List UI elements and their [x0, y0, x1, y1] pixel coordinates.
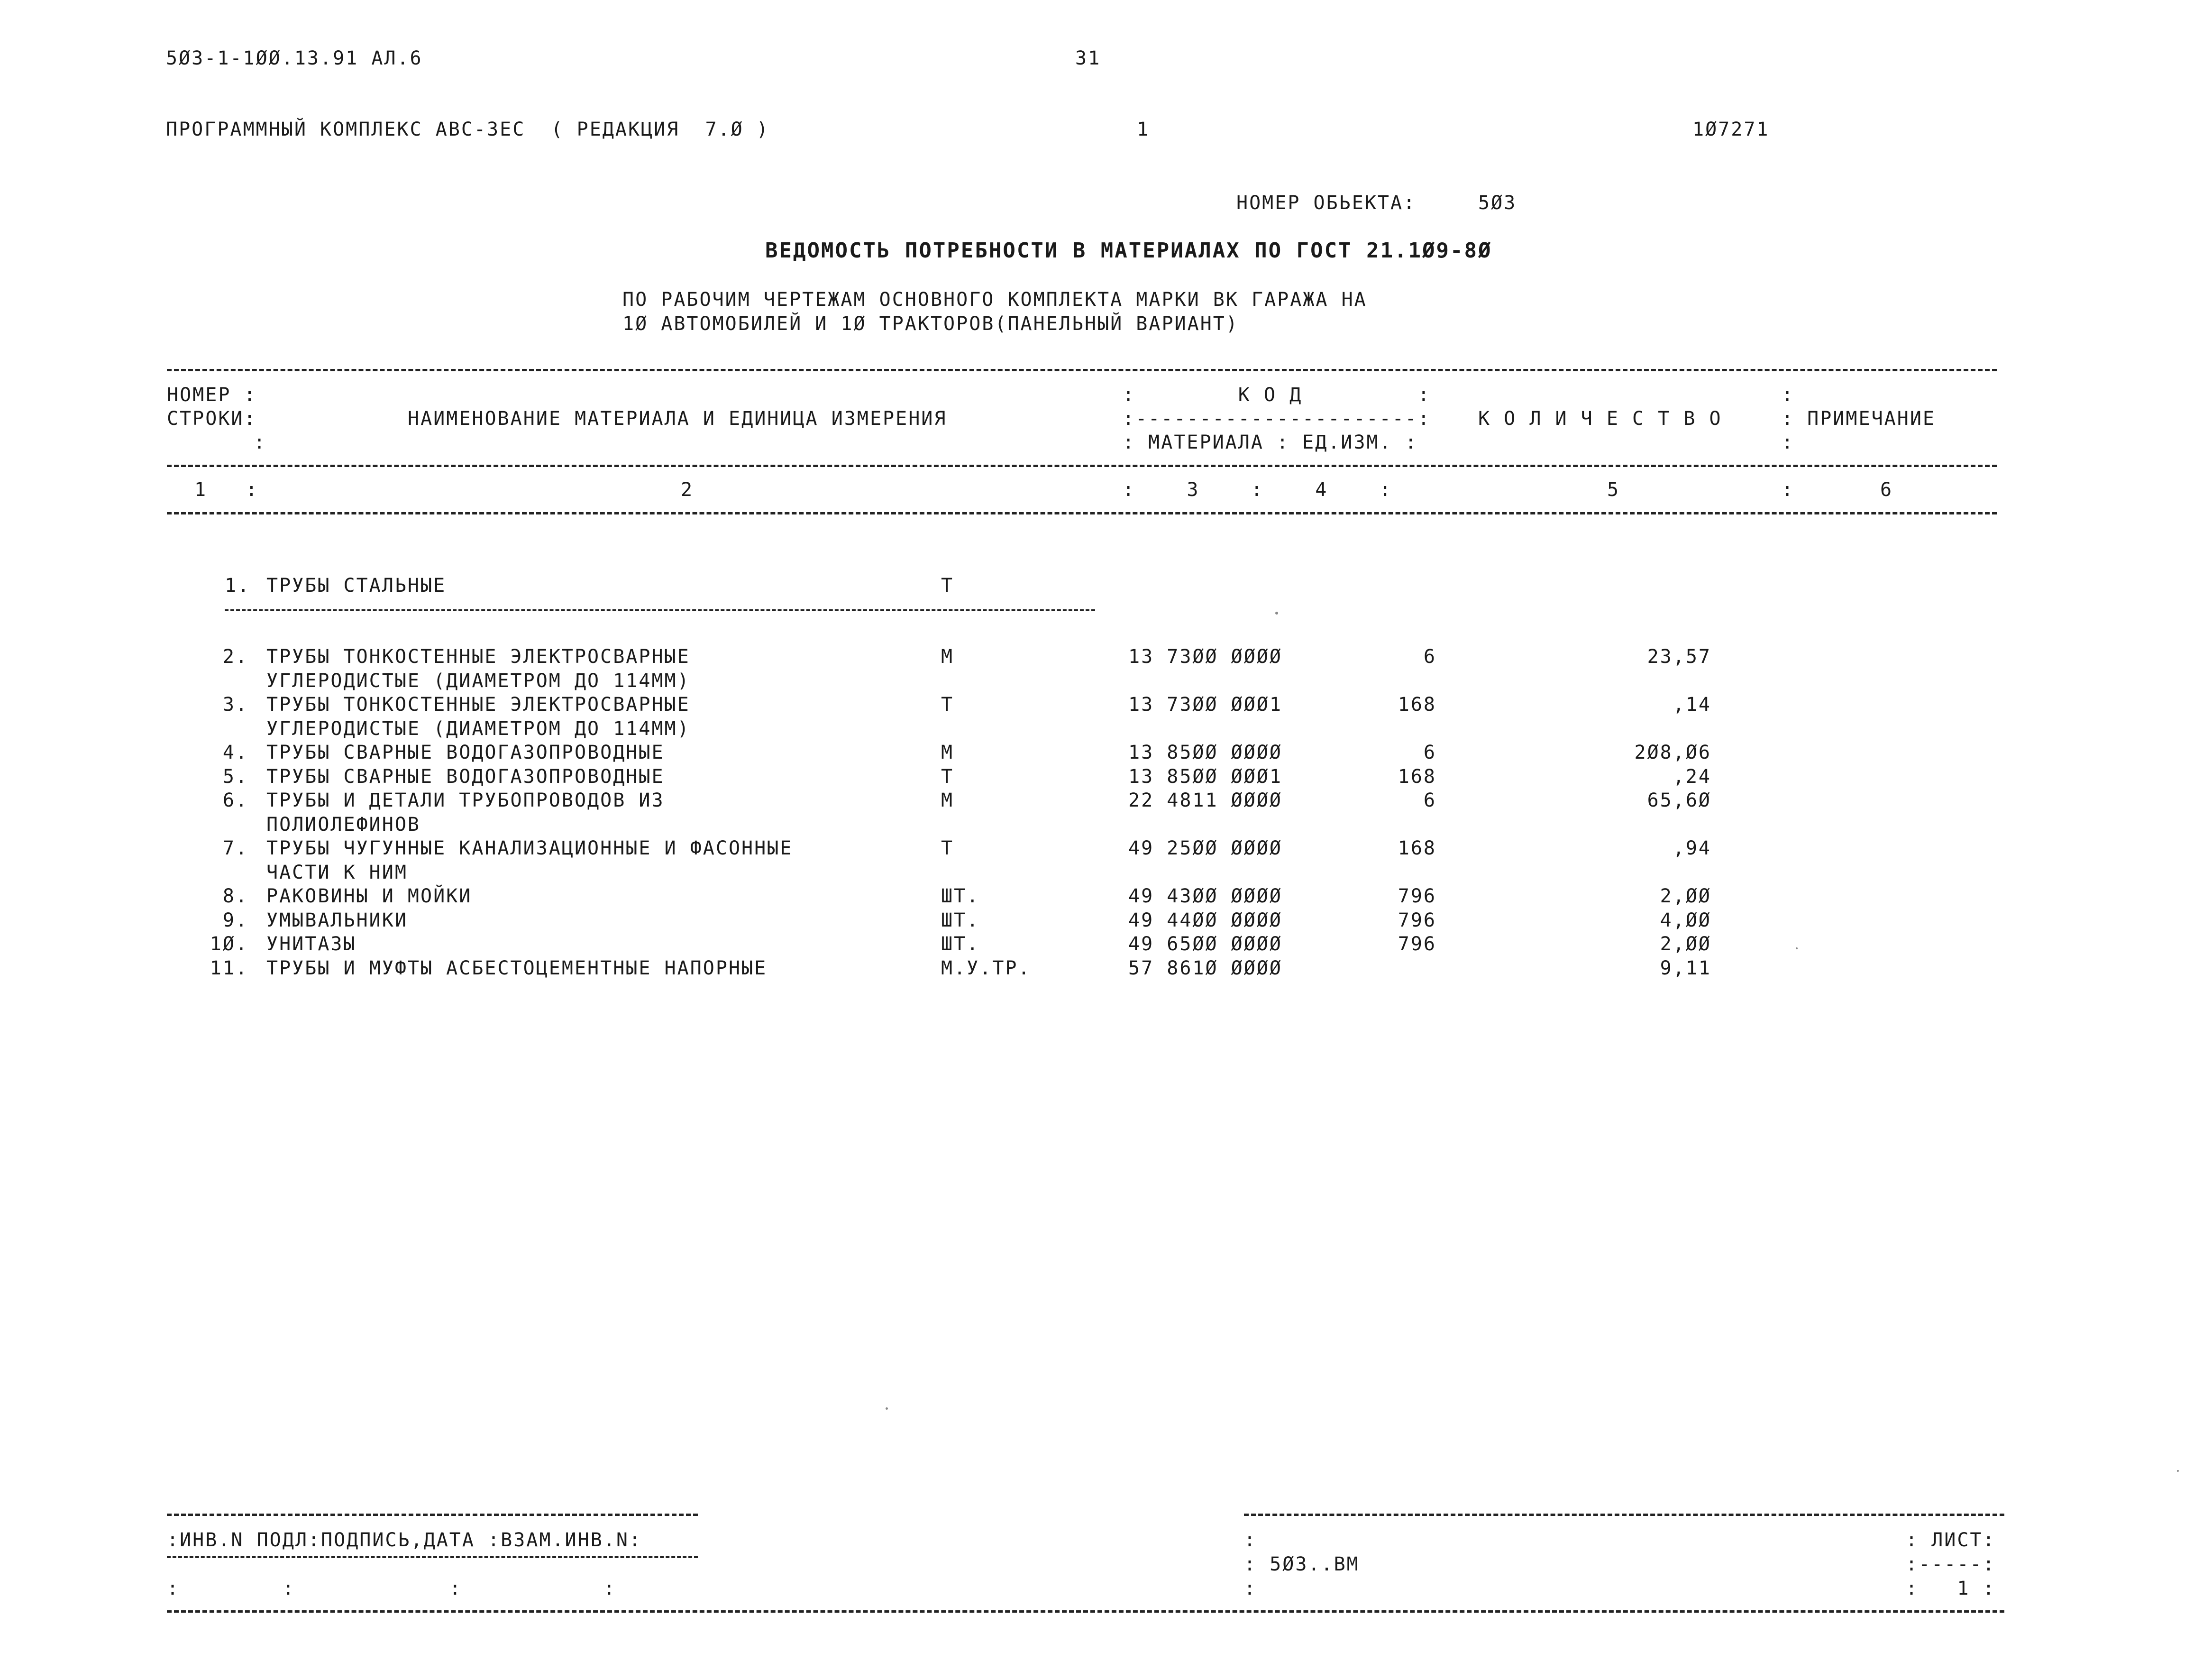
program-name: ПРОГРАММНЫЙ КОМПЛЕКС АВС-3ЕС ( РЕДАКЦИЯ 7.Ø ): [166, 119, 769, 140]
row-unit-code: 6: [1423, 742, 1436, 763]
row-number: 5.: [222, 766, 248, 788]
table-row: [0, 743, 2212, 767]
row-unit: Т: [941, 694, 954, 716]
row-number: 2.: [222, 646, 248, 668]
document-code: 5Ø3-1-1ØØ.13.91 АЛ.6: [166, 47, 423, 69]
header-note-sep-3: :: [1782, 431, 1795, 453]
header-num-3: :: [254, 431, 267, 453]
row-name: ТРУБЫ И ДЕТАЛИ ТРУБОПРОВОДОВ ИЗ: [266, 790, 665, 811]
row-material-code: 22 4811 ØØØØ: [1128, 790, 1282, 811]
row-number: 3.: [222, 694, 248, 716]
stamp-right-top-rule: [1244, 1514, 2004, 1516]
row-quantity: 2,ØØ: [1660, 885, 1711, 907]
row-number: 6.: [222, 790, 248, 811]
table-row: [0, 837, 2212, 883]
row-unit: ШТ.: [941, 909, 980, 931]
row-unit: ШТ.: [941, 933, 980, 955]
col-number-6-sep: :: [1782, 479, 1795, 501]
row-quantity: 65,6Ø: [1647, 790, 1711, 811]
header-code-1: : К О Д :: [1123, 384, 1431, 406]
row-quantity: 4,ØØ: [1660, 909, 1711, 931]
row-name: УНИТАЗЫ: [266, 933, 356, 955]
row-material-code: 49 65ØØ ØØØØ: [1128, 933, 1282, 955]
sheet-short: 1: [1137, 119, 1150, 140]
page-number: 31: [1075, 47, 1101, 69]
section-unit: Т: [941, 575, 954, 597]
col-number-6: 6: [1880, 479, 1893, 501]
table-top-rule: [167, 369, 1997, 371]
row-unit: ШТ.: [941, 885, 980, 907]
header-rule: [167, 465, 1997, 467]
section-name: ТРУБЫ СТАЛЬНЫЕ: [266, 575, 447, 597]
document-title: ВЕДОМОСТЬ ПОТРЕБНОСТИ В МАТЕРИАЛАХ ПО ГОСТ 21.1Ø9-8Ø: [765, 239, 1492, 263]
table-row: [0, 911, 2212, 935]
row-unit: Т: [941, 766, 954, 788]
row-name-continuation: УГЛЕРОДИСТЫЕ (ДИАМЕТРОМ ДО 114ММ): [266, 718, 690, 740]
stamp-document-code: : 5Ø3..ВМ: [1244, 1553, 1360, 1575]
subtitle-line-1: ПО РАБОЧИМ ЧЕРТЕЖАМ ОСНОВНОГО КОМПЛЕКТА МАРКИ ВК ГАРАЖА НА: [622, 289, 1367, 311]
stamp-center-sep-1: :: [1244, 1529, 1257, 1551]
row-material-code: 49 44ØØ ØØØØ: [1128, 909, 1282, 931]
column-numbers-rule: [167, 512, 1997, 514]
row-material-code: 49 25ØØ ØØØØ: [1128, 837, 1282, 859]
table-row: [0, 959, 2212, 982]
col-number-1: 1 :: [194, 479, 259, 501]
row-unit-code: 168: [1398, 694, 1436, 716]
stamp-bottom-rule: [167, 1610, 2004, 1613]
row-quantity: 2,ØØ: [1660, 933, 1711, 955]
header-note: : ПРИМЕЧАНИЕ: [1782, 408, 1936, 430]
col-number-2: 2: [681, 479, 694, 501]
stamp-sheet-label: : ЛИСТ:: [1906, 1529, 1996, 1551]
row-unit: М: [941, 742, 954, 763]
row-material-code: 57 861Ø ØØØØ: [1128, 957, 1282, 979]
row-name: ТРУБЫ ТОНКОСТЕННЫЕ ЭЛЕКТРОСВАРНЫЕ: [266, 694, 690, 716]
header-name: НАИМЕНОВАНИЕ МАТЕРИАЛА И ЕДИНИЦА ИЗМЕРЕНИЯ: [408, 408, 947, 430]
row-quantity: ,94: [1673, 837, 1711, 859]
row-number: 9.: [222, 909, 248, 931]
row-material-code: 13 73ØØ ØØØ1: [1128, 694, 1282, 716]
object-label: НОМЕР ОБЬЕКТА:: [1236, 192, 1417, 214]
row-name: ТРУБЫ ЧУГУННЫЕ КАНАЛИЗАЦИОННЫЕ И ФАСОННЫЕ: [266, 837, 793, 859]
row-name: ТРУБЫ СВАРНЫЕ ВОДОГАЗОПРОВОДНЫЕ: [266, 766, 665, 788]
table-row: [0, 790, 2212, 835]
row-unit: Т: [941, 837, 954, 859]
row-name-continuation: УГЛЕРОДИСТЫЕ (ДИАМЕТРОМ ДО 114ММ): [266, 670, 690, 692]
row-material-code: 13 85ØØ ØØØ1: [1128, 766, 1282, 788]
table-row: [0, 694, 2212, 740]
table-row: [0, 935, 2212, 958]
row-unit-code: 796: [1398, 933, 1436, 955]
col-number-5: 5: [1607, 479, 1620, 501]
job-number: 1Ø7271: [1692, 119, 1770, 140]
header-note-sep-1: :: [1782, 384, 1795, 406]
stamp-left-header: :ИНВ.N ПОДЛ:ПОДПИСЬ,ДАТА :ВЗАМ.ИНВ.N:: [167, 1529, 642, 1551]
scan-speck: [1796, 947, 1798, 949]
row-unit-code: 796: [1398, 885, 1436, 907]
row-name: ТРУБЫ И МУФТЫ АСБЕСТОЦЕМЕНТНЫЕ НАПОРНЫЕ: [266, 957, 768, 979]
row-name: РАКОВИНЫ И МОЙКИ: [266, 885, 472, 907]
row-unit: М: [941, 646, 954, 668]
object-number: 5Ø3: [1478, 192, 1517, 214]
row-name: УМЫВАЛЬНИКИ: [266, 909, 408, 931]
row-name-continuation: ЧАСТИ К НИМ: [266, 862, 408, 883]
table-row: [0, 646, 2212, 692]
header-quantity: К О Л И Ч Е С Т В О: [1478, 408, 1722, 430]
row-material-code: 49 43ØØ ØØØØ: [1128, 885, 1282, 907]
header-code-3: : МАТЕРИАЛА : ЕД.ИЗМ. :: [1123, 431, 1418, 453]
row-quantity: 23,57: [1647, 646, 1711, 668]
scan-speck: [886, 1407, 888, 1410]
header-num-2: СТРОКИ:: [167, 408, 257, 430]
row-unit-code: 6: [1423, 790, 1436, 811]
row-unit: М: [941, 790, 954, 811]
row-quantity: 9,11: [1660, 957, 1711, 979]
section-underline: [225, 609, 1095, 611]
row-unit: М.У.ТР.: [941, 957, 1031, 979]
table-row: [0, 767, 2212, 791]
row-name: ТРУБЫ СВАРНЫЕ ВОДОГАЗОПРОВОДНЫЕ: [266, 742, 665, 763]
row-quantity: ,24: [1673, 766, 1711, 788]
row-unit-code: 796: [1398, 909, 1436, 931]
row-quantity: ,14: [1673, 694, 1711, 716]
row-unit-code: 6: [1423, 646, 1436, 668]
row-unit-code: 168: [1398, 837, 1436, 859]
col-number-3-4: : 3 : 4 :: [1123, 479, 1392, 501]
row-name-continuation: ПОЛИОЛЕФИНОВ: [266, 814, 420, 835]
header-code-2: :----------------------:: [1123, 408, 1431, 430]
scan-speck: [2177, 1470, 2179, 1472]
row-material-code: 13 73ØØ ØØØØ: [1128, 646, 1282, 668]
section-number: 1.: [225, 575, 251, 597]
stamp-left-mid-rule: [167, 1556, 698, 1558]
scan-speck: [1275, 612, 1278, 615]
row-number: 1Ø.: [210, 933, 248, 955]
row-number: 4.: [222, 742, 248, 763]
row-material-code: 13 85ØØ ØØØØ: [1128, 742, 1282, 763]
row-number: 7.: [222, 837, 248, 859]
row-quantity: 2Ø8,Ø6: [1634, 742, 1711, 763]
row-unit-code: 168: [1398, 766, 1436, 788]
stamp-center-sep-3: :: [1244, 1578, 1257, 1599]
stamp-sheet-sep: :-----:: [1906, 1553, 1996, 1575]
subtitle-line-2: 1Ø АВТОМОБИЛЕЙ И 1Ø ТРАКТОРОВ(ПАНЕЛЬНЫЙ ВАРИАНТ): [622, 313, 1239, 335]
row-number: 11.: [210, 957, 248, 979]
row-number: 8.: [222, 885, 248, 907]
row-name: ТРУБЫ ТОНКОСТЕННЫЕ ЭЛЕКТРОСВАРНЫЕ: [266, 646, 690, 668]
stamp-left-top-rule: [167, 1514, 698, 1516]
stamp-left-cells: : : : :: [167, 1578, 616, 1599]
header-num-1: НОМЕР :: [167, 384, 257, 406]
stamp-sheet-value: : 1 :: [1906, 1578, 1996, 1599]
table-row: [0, 887, 2212, 910]
